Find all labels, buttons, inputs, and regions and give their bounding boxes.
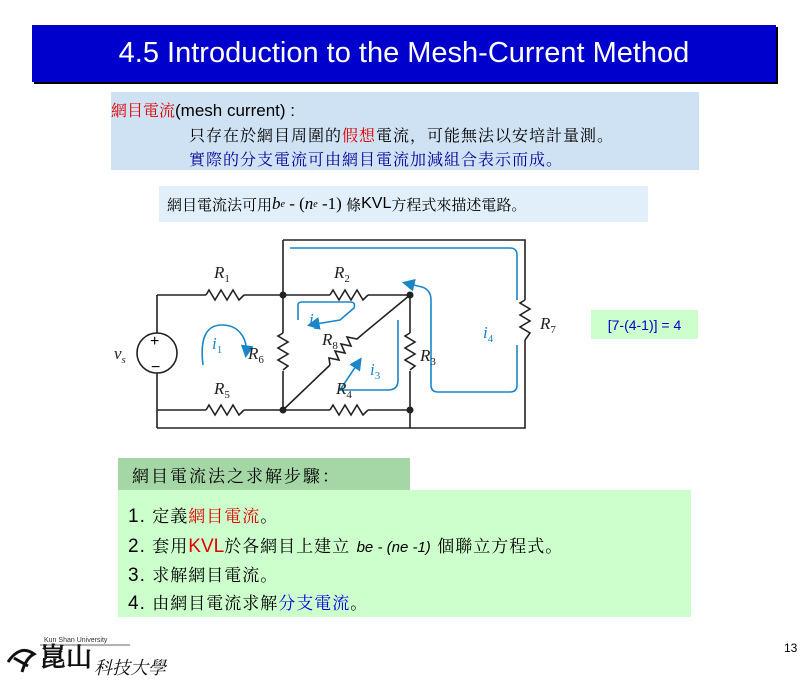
resistor-r1 (206, 290, 244, 300)
resistor-r6 (278, 333, 288, 370)
label-r3: $R_3$ (420, 346, 436, 368)
step-3 (128, 561, 278, 587)
mesh-current-arrow-i2 (298, 302, 355, 325)
definition-line-2: 實際的分支電流可由網目電流加減組合表示而成。 (189, 150, 564, 169)
step-4-number: 4. (128, 593, 146, 614)
step-4-pre: 由網目電流求解 (152, 594, 279, 614)
mesh-current-arrow-i4 (405, 283, 517, 392)
intro-b-sub: e (280, 198, 285, 210)
label-r8: $R_8$ (322, 330, 338, 352)
step-4-post: 。 (350, 594, 369, 614)
label-r7: $R_7$ (540, 314, 556, 336)
step-3-number: 3. (128, 565, 146, 586)
slide-title: 4.5 Introduction to the Mesh-Current Method (118, 37, 690, 69)
wire-r8-lower (283, 365, 330, 410)
step-3-text: 求解網目電流。 (152, 566, 279, 586)
step-2-pre: 套用 (152, 537, 189, 557)
university-logo (0, 632, 180, 681)
definition-term-en: (mesh current) : (175, 101, 295, 120)
mesh-current-arrow-i4-top (290, 248, 517, 300)
source-plus: + (150, 333, 160, 350)
step-2-post: 個聯立方程式。 (437, 537, 564, 557)
node-c (280, 407, 287, 414)
intro-n-sub: e (313, 198, 318, 210)
label-r1: $R_1$ (214, 263, 230, 285)
intro-b: b (272, 194, 281, 213)
definition-highlight: 假想 (342, 126, 377, 145)
step-2-number: 2. (128, 536, 146, 557)
step-1-post: 。 (260, 507, 279, 527)
step-4-highlight: 分支電流 (278, 594, 351, 614)
label-i3: $i_3$ (370, 360, 381, 382)
node-b (407, 292, 414, 299)
step-2-mid: 於各網目上建立 (224, 537, 351, 557)
intro-n: n (304, 194, 314, 213)
step-2-equation: be - (ne -1) (356, 539, 431, 556)
label-i4: $i_4$ (483, 323, 494, 345)
label-vs: $v_s$ (114, 344, 126, 366)
label-i1: $i_1$ (212, 334, 223, 356)
svg-text:科技大學: 科技大學 (94, 658, 166, 679)
step-1-pre: 定義 (152, 507, 189, 527)
steps-box (118, 490, 691, 617)
step-2-kvl: KVL (188, 536, 225, 557)
mesh-current-arrow-i1 (202, 325, 246, 365)
mesh-count-annotation: [7-(4-1)] = 4 (591, 310, 698, 339)
resistor-r4 (330, 405, 368, 415)
definition-term: 網目電流 (111, 101, 176, 120)
intro-post-2: 方程式來描述電路。 (391, 195, 527, 214)
svg-text:崑山: 崑山 (40, 643, 93, 673)
label-r6: $R_6$ (248, 344, 264, 366)
label-r4: $R_4$ (336, 379, 352, 401)
wire-r8-upper (364, 295, 410, 333)
step-1-number: 1. (128, 506, 146, 527)
definition-line-1-pre: 只存在於網目周圍的 (189, 126, 343, 145)
step-2 (128, 532, 563, 558)
label-r2: $R_2$ (334, 263, 350, 285)
resistor-r3 (405, 333, 415, 370)
label-i2: $i_2$ (309, 310, 320, 332)
label-r5: $R_5$ (214, 379, 230, 401)
wire-top-outer (283, 240, 525, 300)
intro-kvl: KVL (361, 195, 392, 212)
page-number: 13 (784, 641, 798, 655)
intro-post-1: 條 (346, 195, 362, 214)
step-4 (128, 589, 368, 615)
step-1-highlight: 網目電流 (188, 507, 261, 527)
intro-mid-1: - ( (284, 194, 305, 213)
node-d (407, 407, 414, 414)
logo-english: Kun Shan University (44, 637, 108, 644)
steps-heading: 網目電流法之求解步驟： (118, 458, 410, 490)
resistor-r5 (206, 405, 244, 415)
mesh-current-arrow-i3 (340, 320, 398, 390)
intro-mid-2: -1) (317, 194, 347, 213)
step-1 (128, 502, 278, 528)
intro-pre: 網目電流法可用 (167, 195, 273, 214)
source-minus: − (151, 359, 161, 376)
resistor-r2 (330, 290, 368, 300)
resistor-r7 (520, 300, 530, 340)
definition-line-1-post: 電流，可能無法以安培計量測。 (376, 126, 615, 145)
node-a (280, 292, 287, 299)
